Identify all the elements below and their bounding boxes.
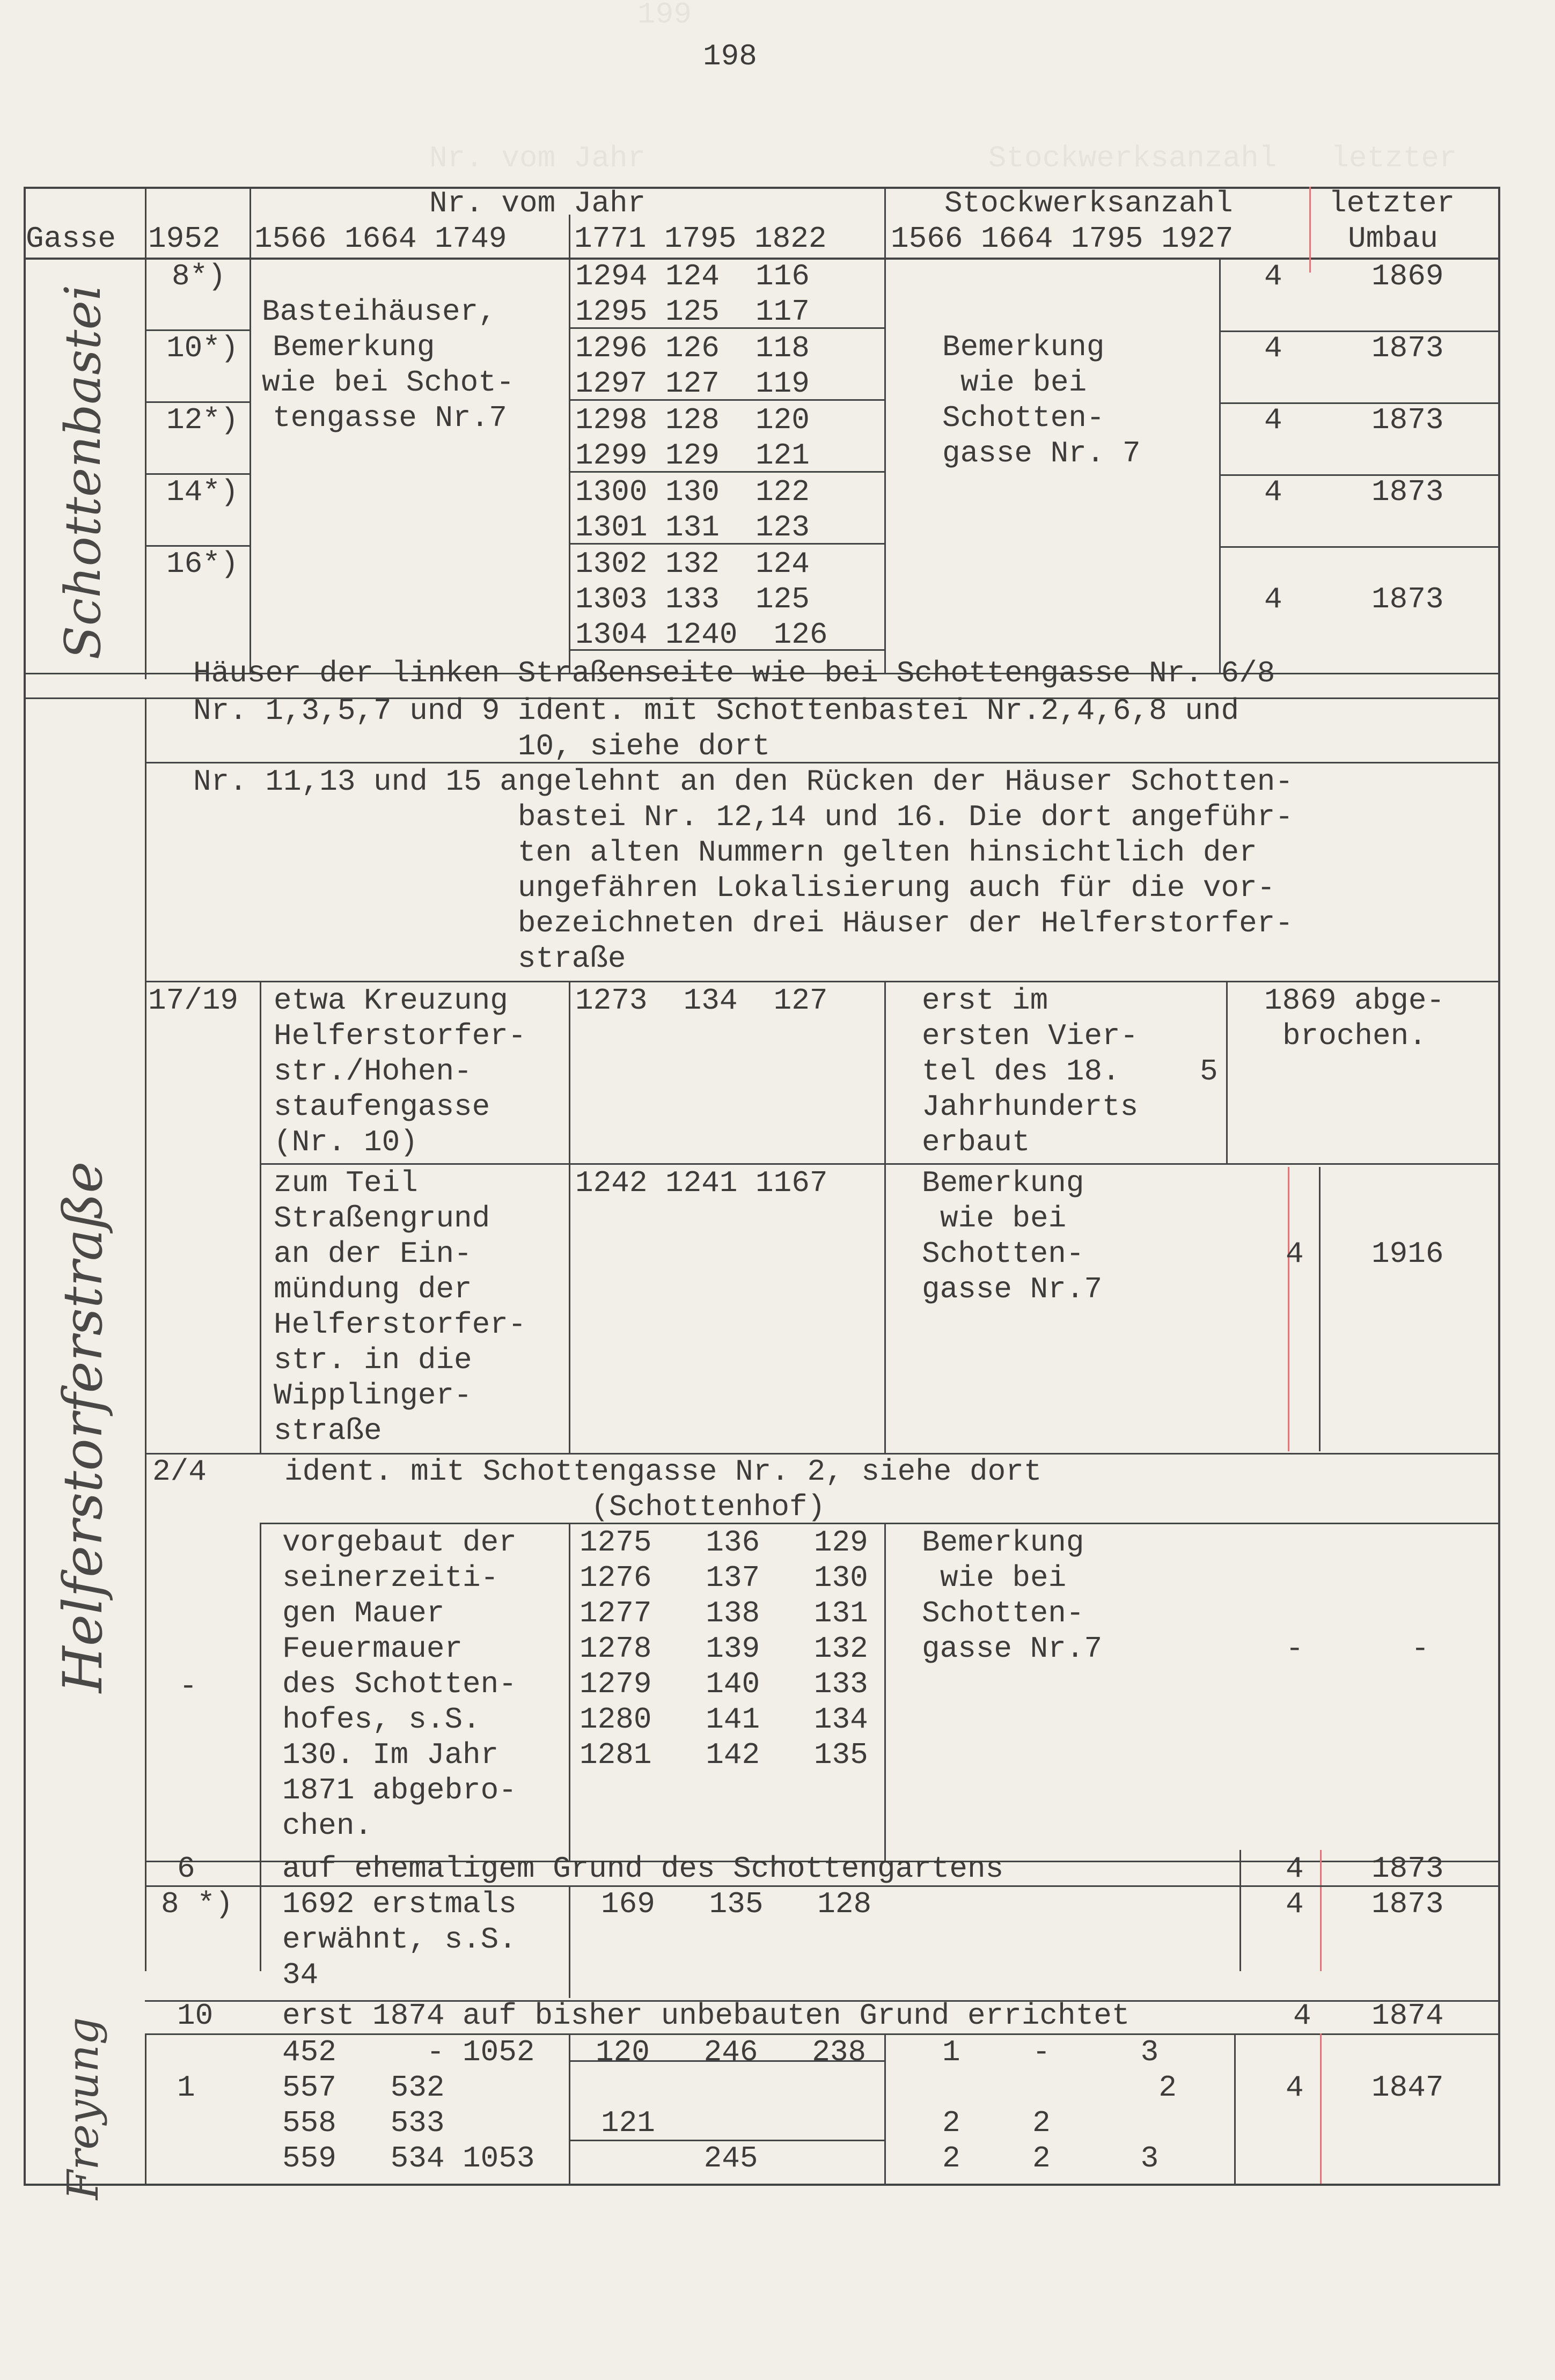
sb-8-a: 1294 124 116 bbox=[575, 259, 810, 293]
hs-dash-nums-4: 1278 139 132 bbox=[580, 1632, 868, 1666]
sb-14-umbau: 1873 bbox=[1371, 475, 1444, 509]
hs-6-umbau: 1873 bbox=[1371, 1852, 1444, 1886]
hs-note1-line2: 10, siehe dort bbox=[193, 729, 771, 763]
hs-dash-stock-note-3: Schotten- bbox=[922, 1596, 1084, 1630]
fr-early-1: 452 - 1052 bbox=[282, 2035, 535, 2069]
hs-sg-desc-2: Straßengrund bbox=[274, 1201, 490, 1236]
hs-note2-line3: ten alten Nummern gelten hinsichtlich der bbox=[193, 835, 1257, 870]
fr-late-4: 245 bbox=[596, 2141, 758, 2176]
header-umbau: Umbau bbox=[1348, 222, 1439, 256]
hs-8-stock: 4 bbox=[1286, 1887, 1304, 1921]
sb-10-stock: 4 bbox=[1264, 331, 1282, 365]
hs-8-desc-3: 34 bbox=[282, 1958, 319, 1992]
hs-6-stock: 4 bbox=[1286, 1852, 1304, 1886]
hs-dash-desc-8: 1871 abgebro- bbox=[282, 1773, 517, 1808]
sb-14-a: 1300 130 122 bbox=[575, 475, 810, 509]
hs-sg-stock-note-3: Schotten- bbox=[922, 1237, 1084, 1271]
fr-early-4: 559 534 1053 bbox=[282, 2141, 535, 2176]
sb-early-note-4: tengasse Nr.7 bbox=[273, 401, 507, 435]
header-letzter: letzter bbox=[1329, 186, 1455, 221]
hs-8-desc-1: 1692 erstmals bbox=[282, 1887, 517, 1921]
hs-sg-desc-4: mündung der bbox=[274, 1272, 472, 1306]
sb-early-note-3: wie bei Schot- bbox=[262, 365, 515, 400]
hs-sg-umbau: 1916 bbox=[1371, 1237, 1444, 1271]
hs-2-4-nr: 2/4 bbox=[152, 1455, 207, 1489]
sb-nr-16: 16*) bbox=[166, 547, 239, 581]
hs-note2-line2: bastei Nr. 12,14 und 16. Die dort angeführ- bbox=[193, 800, 1293, 834]
hs-8-nums: 169 135 128 bbox=[601, 1887, 872, 1921]
section-label-freyung: Freyung bbox=[58, 2017, 108, 2200]
fr-nr: 1 bbox=[177, 2070, 195, 2105]
sb-footer: Häuser der linken Straßenseite wie bei Schottengasse Nr. 6/8 bbox=[193, 656, 1275, 691]
hs-6-nr: 6 bbox=[177, 1852, 195, 1886]
section-label-schottenbastei: Schottenbastei bbox=[54, 284, 112, 660]
fr-late-1: 120 246 238 bbox=[596, 2035, 867, 2069]
sb-early-note-1: Basteihäuser, bbox=[262, 295, 496, 329]
sb-16-umbau: 1873 bbox=[1371, 582, 1444, 616]
hs-dash-nums-2: 1276 137 130 bbox=[580, 1561, 868, 1595]
sb-10-umbau: 1873 bbox=[1371, 331, 1444, 365]
hs-dash-stock: - bbox=[1286, 1632, 1304, 1666]
fr-late-3: 121 bbox=[601, 2106, 655, 2140]
header-nr-vom-jahr: Nr. vom Jahr bbox=[429, 186, 646, 221]
sb-10-b: 1297 127 119 bbox=[575, 366, 810, 401]
hs-sg-desc-5: Helferstorfer- bbox=[274, 1307, 526, 1342]
section-label-helferstorferstrasse: Helferstorferstraße bbox=[52, 1161, 114, 1693]
hs-dash-nums-1: 1275 136 129 bbox=[580, 1525, 868, 1560]
hs-note1-line1: Nr. 1,3,5,7 und 9 ident. mit Schottenbastei Nr.2,4,6,8 und bbox=[193, 694, 1239, 728]
hs-17-19-desc-4: staufengasse bbox=[274, 1090, 490, 1124]
hs-sg-desc-8: straße bbox=[274, 1414, 382, 1448]
sb-10-a: 1296 126 118 bbox=[575, 331, 810, 365]
hs-10-nr: 10 bbox=[177, 1999, 214, 2033]
header-year-1952: 1952 bbox=[148, 222, 221, 256]
header-years-late: 1771 1795 1822 bbox=[574, 222, 827, 256]
hs-dash-desc-7: 130. Im Jahr bbox=[282, 1738, 499, 1772]
hs-sg-stock-note-4: gasse Nr.7 bbox=[922, 1272, 1103, 1306]
hs-10-desc: erst 1874 auf bisher unbebauten Grund errichtet bbox=[282, 1999, 1130, 2033]
fr-stock-4: 2 2 3 bbox=[942, 2141, 1159, 2176]
hs-dash-desc-9: chen. bbox=[282, 1809, 373, 1843]
fr-stock-1: 1 - 3 bbox=[942, 2035, 1159, 2069]
sb-16-b: 1303 133 125 bbox=[575, 582, 810, 616]
hs-note2-line6: straße bbox=[193, 942, 626, 976]
hs-dash-nums-5: 1279 140 133 bbox=[580, 1667, 868, 1701]
hs-dash-nums-3: 1277 138 131 bbox=[580, 1596, 868, 1630]
hs-sg-desc-6: str. in die bbox=[274, 1343, 472, 1377]
header-years-early: 1566 1664 1749 bbox=[254, 222, 507, 256]
hs-17-19-stock-note-3: tel des 18. bbox=[922, 1054, 1120, 1089]
hs-dash-nums-7: 1281 142 135 bbox=[580, 1738, 868, 1772]
hs-dash-desc-4: Feuermauer bbox=[282, 1632, 463, 1666]
hs-sg-stock-note-1: Bemerkung bbox=[922, 1166, 1084, 1200]
fr-early-3: 558 533 bbox=[282, 2106, 445, 2140]
sb-early-note-2: Bemerkung bbox=[273, 330, 435, 364]
sb-nr-10: 10*) bbox=[166, 331, 239, 365]
sb-8-b: 1295 125 117 bbox=[575, 295, 810, 329]
sb-stock-note-1: Bemerkung bbox=[942, 330, 1105, 364]
hs-17-19-desc-3: str./Hohen- bbox=[274, 1054, 472, 1089]
fr-stock: 4 bbox=[1286, 2070, 1304, 2105]
hs-8-desc-2: erwähnt, s.S. bbox=[282, 1922, 517, 1957]
hs-sg-nums: 1242 1241 1167 bbox=[575, 1166, 828, 1200]
fr-stock-2: 2 bbox=[942, 2070, 1177, 2105]
fr-stock-3: 2 2 bbox=[942, 2106, 1051, 2140]
sb-16-a: 1302 132 124 bbox=[575, 547, 810, 581]
hs-6-desc: auf ehemaligem Grund des Schottengartens bbox=[282, 1852, 1004, 1886]
hs-sg-stock: 4 bbox=[1286, 1237, 1304, 1271]
header-stockwerksanzahl: Stockwerksanzahl bbox=[944, 186, 1233, 221]
hs-17-19-stock-note-4: Jahrhunderts bbox=[922, 1090, 1139, 1124]
hs-dash-desc-1: vorgebaut der bbox=[282, 1525, 517, 1560]
hs-dash-desc-6: hofes, s.S. bbox=[282, 1702, 481, 1737]
hs-17-19-stock-note-5: erbaut bbox=[922, 1125, 1030, 1159]
hs-17-19-stock-val: 5 bbox=[1200, 1054, 1218, 1089]
hs-17-19-nums: 1273 134 127 bbox=[575, 983, 828, 1018]
sb-12-stock: 4 bbox=[1264, 403, 1282, 437]
hs-17-19-desc-1: etwa Kreuzung bbox=[274, 983, 508, 1018]
header-stock-years: 1566 1664 1795 1927 bbox=[891, 222, 1234, 256]
hs-dash-umbau: - bbox=[1411, 1632, 1429, 1666]
sb-nr-14: 14*) bbox=[166, 475, 239, 509]
sb-16-c: 1304 1240 126 bbox=[575, 618, 828, 652]
sb-8-stock: 4 bbox=[1264, 259, 1282, 293]
hs-dash-stock-note-4: gasse Nr.7 bbox=[922, 1632, 1103, 1666]
sb-nr-8: 8*) bbox=[172, 259, 226, 293]
hs-dash-desc-2: seinerzeiti- bbox=[282, 1561, 499, 1595]
hs-dash-nums-6: 1280 141 134 bbox=[580, 1702, 868, 1737]
sb-8-umbau: 1869 bbox=[1371, 259, 1444, 293]
bleed-through-header: Nr. vom Jahr Stockwerksanzahl letzter bbox=[429, 141, 1457, 175]
hs-2-4-desc-1: ident. mit Schottengasse Nr. 2, siehe dort bbox=[284, 1455, 1042, 1489]
hs-sg-desc-1: zum Teil bbox=[274, 1166, 418, 1200]
page-number: 198 bbox=[703, 39, 757, 74]
hs-10-umbau: 1874 bbox=[1371, 1999, 1444, 2033]
sb-12-umbau: 1873 bbox=[1371, 403, 1444, 437]
hs-17-19-desc-2: Helferstorfer- bbox=[274, 1019, 526, 1053]
hs-dash-nr: - bbox=[179, 1669, 197, 1703]
hs-note2-line4: ungefähren Lokalisierung auch für die vor- bbox=[193, 871, 1275, 905]
hs-8-nr: 8 *) bbox=[161, 1887, 233, 1921]
hs-dash-desc-5: des Schotten- bbox=[282, 1667, 517, 1701]
hs-17-19-umbau-2: brochen. bbox=[1282, 1019, 1427, 1053]
sb-16-stock: 4 bbox=[1264, 582, 1282, 616]
hs-sg-stock-note-2: wie bei bbox=[940, 1201, 1067, 1236]
hs-17-19-stock-note-2: ersten Vier- bbox=[922, 1019, 1139, 1053]
hs-sg-desc-3: an der Ein- bbox=[274, 1237, 472, 1271]
hs-dash-stock-note-1: Bemerkung bbox=[922, 1525, 1084, 1560]
hs-note2-line1: Nr. 11,13 und 15 angelehnt an den Rücken der Häuser Schotten- bbox=[193, 765, 1293, 799]
hs-2-4-desc-2: (Schottenhof) bbox=[284, 1490, 826, 1524]
sb-12-b: 1299 129 121 bbox=[575, 438, 810, 473]
fr-early-2: 557 532 bbox=[282, 2070, 445, 2105]
sb-12-a: 1298 128 120 bbox=[575, 403, 810, 437]
hs-8-umbau: 1873 bbox=[1371, 1887, 1444, 1921]
hs-10-stock: 4 bbox=[1293, 1999, 1311, 2033]
hs-dash-desc-3: gen Mauer bbox=[282, 1596, 445, 1630]
sb-nr-12: 12*) bbox=[166, 403, 239, 437]
hs-sg-desc-7: Wipplinger- bbox=[274, 1378, 472, 1413]
hs-17-19-desc-5: (Nr. 10) bbox=[274, 1125, 418, 1159]
hs-dash-stock-note-2: wie bei bbox=[940, 1561, 1067, 1595]
sb-14-stock: 4 bbox=[1264, 475, 1282, 509]
fr-umbau: 1847 bbox=[1371, 2070, 1444, 2105]
header-gasse: Gasse bbox=[26, 222, 116, 256]
hs-17-19-nr: 17/19 bbox=[148, 983, 239, 1018]
hs-17-19-stock-note-1: erst im bbox=[922, 983, 1048, 1018]
bleed-through-page-number: 199 bbox=[637, 0, 692, 32]
hs-note2-line5: bezeichneten drei Häuser der Helferstorfer- bbox=[193, 906, 1293, 941]
sb-14-b: 1301 131 123 bbox=[575, 510, 810, 545]
sb-stock-note-2: wie bei bbox=[960, 365, 1087, 400]
hs-17-19-umbau-1: 1869 abge- bbox=[1264, 983, 1445, 1018]
sb-stock-note-3: Schotten- bbox=[942, 401, 1105, 435]
sb-stock-note-4: gasse Nr. 7 bbox=[942, 436, 1141, 471]
